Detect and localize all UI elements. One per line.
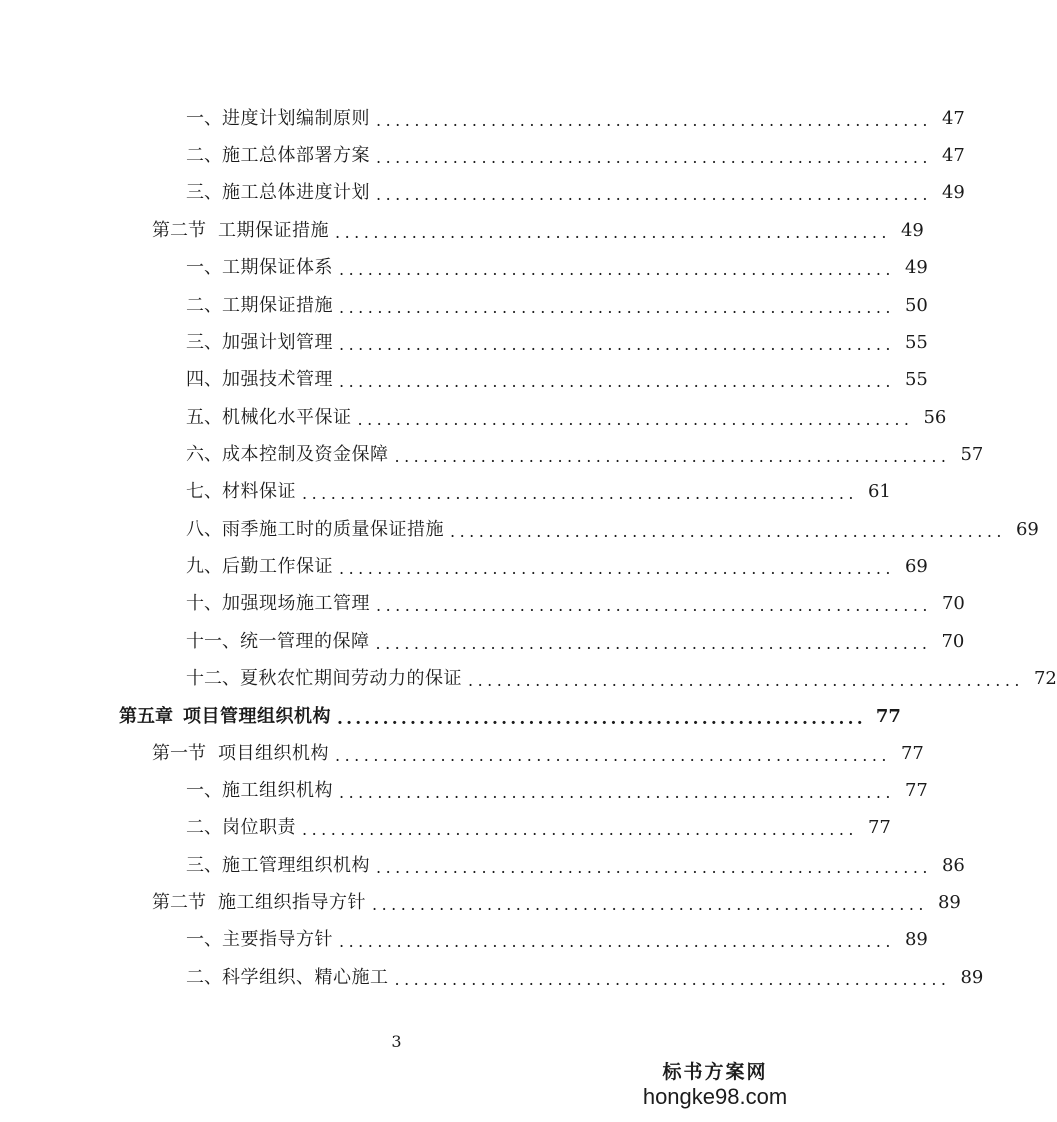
toc-entry-5-1-2[interactable] bbox=[186, 814, 891, 842]
toc-entry-1-1[interactable] bbox=[186, 105, 965, 133]
toc-entry-number: 第二节 bbox=[152, 220, 206, 241]
toc-entry-title: 施工总体进度计划 bbox=[222, 182, 370, 203]
toc-entry-title: 统一管理的保障 bbox=[240, 631, 370, 652]
dot-leader: .......................................................... bbox=[450, 522, 1006, 541]
toc-entry-title: 施工总体部署方案 bbox=[222, 145, 370, 166]
toc-entry-page: 89 bbox=[960, 967, 984, 988]
toc-entry-page: 49 bbox=[904, 257, 928, 278]
toc-chapter-5[interactable] bbox=[119, 703, 901, 731]
page-number: 3 bbox=[391, 1032, 402, 1051]
toc-entry-number: 五、 bbox=[186, 407, 222, 428]
dot-leader: .......................................................... bbox=[375, 634, 932, 653]
dot-leader: .......................................................... bbox=[372, 895, 928, 914]
toc-entry-page: 89 bbox=[937, 892, 961, 913]
toc-entry-page: 47 bbox=[941, 108, 965, 129]
toc-entry-2-8[interactable] bbox=[186, 516, 1039, 544]
dot-leader: .......................................................... bbox=[335, 746, 891, 765]
toc-entry-5-1-1[interactable] bbox=[186, 777, 928, 805]
toc-entry-title: 施工组织指导方针 bbox=[218, 892, 366, 913]
toc-entry-title: 夏秋农忙期间劳动力的保证 bbox=[240, 668, 462, 689]
dot-leader: .......................................................... bbox=[339, 335, 895, 354]
toc-entry-number: 四、 bbox=[186, 369, 222, 390]
toc-entry-1-3[interactable] bbox=[186, 179, 965, 207]
dot-leader: .......................................................... bbox=[339, 559, 895, 578]
toc-entry-number: 一、 bbox=[186, 108, 222, 129]
toc-entry-title: 成本控制及资金保障 bbox=[222, 444, 389, 465]
toc-entry-page: 69 bbox=[904, 556, 928, 577]
toc-section-2[interactable] bbox=[152, 217, 924, 245]
toc-entry-number: 三、 bbox=[186, 182, 222, 203]
dot-leader: .......................................................... bbox=[357, 410, 914, 429]
toc-entry-page: 70 bbox=[941, 593, 965, 614]
toc-entry-title: 施工管理组织机构 bbox=[222, 855, 370, 876]
dot-leader: .......................................................... bbox=[339, 298, 895, 317]
toc-entry-title: 机械化水平保证 bbox=[222, 407, 352, 428]
toc-entry-title: 工期保证措施 bbox=[222, 295, 333, 316]
toc-entry-page: 77 bbox=[900, 743, 924, 764]
dot-leader: .......................................................... bbox=[394, 970, 951, 989]
toc-entry-number: 八、 bbox=[186, 519, 222, 540]
toc-entry-page: 77 bbox=[904, 780, 928, 801]
toc-entry-number: 二、 bbox=[186, 145, 222, 166]
dot-leader: .......................................................... bbox=[376, 185, 932, 204]
dot-leader: .......................................................... bbox=[339, 783, 895, 802]
toc-entry-number: 七、 bbox=[186, 481, 222, 502]
toc-entry-number: 二、 bbox=[186, 295, 222, 316]
toc-entry-page: 49 bbox=[941, 182, 965, 203]
dot-leader: .......................................................... bbox=[376, 148, 932, 167]
toc-entry-number: 一、 bbox=[186, 257, 222, 278]
toc-entry-2-2[interactable] bbox=[186, 292, 928, 320]
toc-entry-page: 86 bbox=[941, 855, 965, 876]
toc-entry-title: 后勤工作保证 bbox=[222, 556, 333, 577]
toc-entry-page: 47 bbox=[941, 145, 965, 166]
toc-entry-page: 69 bbox=[1015, 519, 1039, 540]
dot-leader: .......................................................... bbox=[302, 484, 858, 503]
toc-section-5-1[interactable] bbox=[152, 740, 924, 768]
toc-entry-title: 雨季施工时的质量保证措施 bbox=[222, 519, 444, 540]
toc-entry-number: 三、 bbox=[186, 332, 222, 353]
toc-entry-page: 55 bbox=[904, 369, 928, 390]
toc-entry-1-2[interactable] bbox=[186, 142, 965, 170]
toc-entry-5-1-3[interactable] bbox=[186, 852, 965, 880]
dot-leader: .......................................................... bbox=[376, 858, 932, 877]
toc-entry-title: 加强技术管理 bbox=[222, 369, 333, 390]
toc-entry-title: 加强现场施工管理 bbox=[222, 593, 370, 614]
toc-entry-title: 工期保证体系 bbox=[222, 257, 333, 278]
toc-entry-5-2-2[interactable] bbox=[186, 964, 984, 992]
dot-leader: .......................................................... bbox=[339, 932, 895, 951]
dot-leader: .......................................................... bbox=[337, 709, 866, 729]
toc-entry-5-2-1[interactable] bbox=[186, 926, 928, 954]
watermark-url: hongke98.com bbox=[642, 1084, 788, 1109]
toc-entry-title: 施工组织机构 bbox=[222, 780, 333, 801]
dot-leader: .......................................................... bbox=[335, 223, 891, 242]
toc-entry-number: 第五章 bbox=[119, 706, 173, 727]
toc-entry-page: 56 bbox=[923, 407, 947, 428]
toc-entry-2-4[interactable] bbox=[186, 366, 928, 394]
toc-entry-2-11[interactable] bbox=[186, 628, 965, 656]
toc-entry-number: 一、 bbox=[186, 780, 222, 801]
toc-entry-page: 61 bbox=[867, 481, 891, 502]
toc-entry-2-3[interactable] bbox=[186, 329, 928, 357]
toc-entry-title: 主要指导方针 bbox=[222, 929, 333, 950]
toc-entry-number: 十、 bbox=[186, 593, 222, 614]
toc-entry-2-9[interactable] bbox=[186, 553, 928, 581]
toc-entry-number: 九、 bbox=[186, 556, 222, 577]
toc-entry-number: 三、 bbox=[186, 855, 222, 876]
toc-entry-2-5[interactable] bbox=[186, 404, 947, 432]
toc-entry-title: 项目组织机构 bbox=[218, 743, 329, 764]
toc-entry-title: 进度计划编制原则 bbox=[222, 108, 370, 129]
toc-entry-page: 57 bbox=[960, 444, 984, 465]
toc-entry-page: 55 bbox=[904, 332, 928, 353]
toc-entry-number: 六、 bbox=[186, 444, 222, 465]
dot-leader: .......................................................... bbox=[302, 820, 858, 839]
toc-entry-2-6[interactable] bbox=[186, 441, 984, 469]
toc-entry-page: 77 bbox=[867, 817, 891, 838]
toc-entry-number: 十一、 bbox=[186, 631, 240, 652]
toc-section-5-2[interactable] bbox=[152, 889, 961, 917]
toc-entry-page: 49 bbox=[900, 220, 924, 241]
toc-entry-number: 二、 bbox=[186, 817, 222, 838]
toc-entry-page: 72 bbox=[1033, 668, 1057, 689]
toc-entry-page: 70 bbox=[941, 631, 965, 652]
toc-entry-title: 岗位职责 bbox=[222, 817, 296, 838]
toc-entry-number: 十二、 bbox=[186, 668, 240, 689]
toc-entry-title: 科学组织、精心施工 bbox=[222, 967, 389, 988]
dot-leader: .......................................................... bbox=[376, 596, 932, 615]
dot-leader: .......................................................... bbox=[339, 372, 895, 391]
toc-entry-title: 材料保证 bbox=[222, 481, 296, 502]
toc-entry-title: 项目管理组织机构 bbox=[183, 706, 331, 727]
dot-leader: .......................................................... bbox=[394, 447, 951, 466]
dot-leader: .......................................................... bbox=[376, 111, 932, 130]
toc-entry-number: 一、 bbox=[186, 929, 222, 950]
dot-leader: .......................................................... bbox=[339, 260, 895, 279]
dot-leader: .......................................................... bbox=[468, 671, 1024, 690]
toc-entry-number: 二、 bbox=[186, 967, 222, 988]
toc-entry-page: 50 bbox=[904, 295, 928, 316]
toc-entry-2-7[interactable] bbox=[186, 478, 891, 506]
toc-entry-2-10[interactable] bbox=[186, 590, 965, 618]
toc-entry-number: 第二节 bbox=[152, 892, 206, 913]
toc-entry-title: 工期保证措施 bbox=[218, 220, 329, 241]
toc-entry-title: 加强计划管理 bbox=[222, 332, 333, 353]
site-watermark bbox=[640, 1060, 790, 1110]
toc-entry-page: 89 bbox=[904, 929, 928, 950]
toc-entry-page: 77 bbox=[875, 706, 901, 727]
toc-entry-number: 第一节 bbox=[152, 743, 206, 764]
toc-entry-2-1[interactable] bbox=[186, 254, 928, 282]
watermark-title: 标书方案网 bbox=[662, 1061, 768, 1083]
toc-entry-2-12[interactable] bbox=[186, 665, 1057, 693]
